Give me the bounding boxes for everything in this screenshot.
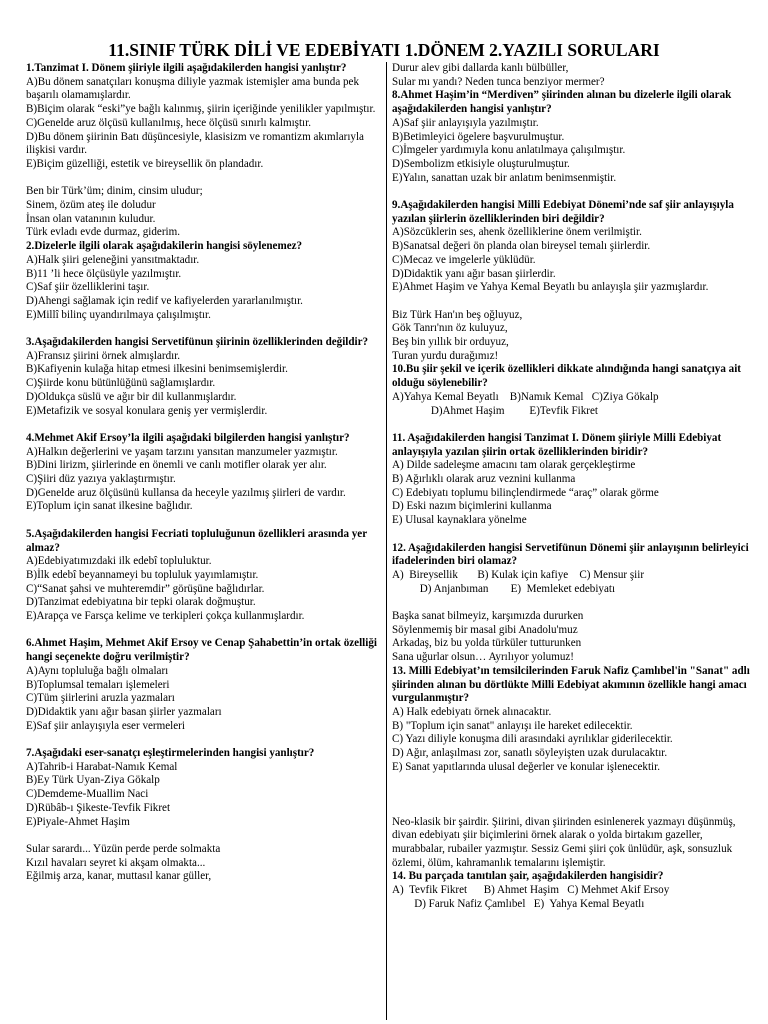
poem-excerpt-3 — [392, 309, 754, 364]
option-a: A)Halkın değerlerini ve yaşam tarzını yansıtan manzumeler yazmıştır. — [26, 445, 338, 458]
poem-line: İnsan olan vatanının kuludur. — [26, 212, 156, 225]
option-b: B)Betimleyici ögelere başvurulmuştur. — [392, 130, 565, 143]
right-column — [392, 62, 754, 911]
option-d: D)Bu dönem şiirinin Batı düşüncesiyle, klasisizm ve romantizm akımlarıyla ilişkisi vardır. — [26, 130, 364, 157]
poem-line: Eğilmiş arza, kanar, muttasıl kanar güller, — [26, 870, 212, 883]
question-10-text: 10.Bu şiir şekil ve içerik özellikleri dikkate alındığında hangi sanatçıya ait olduğu söylenebilir? — [392, 363, 741, 390]
option-b: B)Ey Türk Uyan-Ziya Gökalp — [26, 774, 160, 787]
option-d: D)Rübâb-ı Şikeste-Tevfik Fikret — [26, 801, 171, 814]
option-a: A)Saf şiir anlayışıyla yazılmıştır. — [392, 116, 539, 129]
question-7 — [26, 747, 382, 829]
question-4 — [26, 432, 382, 514]
option-a: A)Bu dönem sanatçıları konuşma diliyle yazmak istemişler ama bunda pek başarılı olamamışlardır. — [26, 75, 360, 102]
poem-line: Türk evladı evde durmaz, giderim. — [26, 226, 181, 239]
poem-line: Başka sanat bilmeyiz, karşımızda dururken — [392, 610, 584, 623]
options-row-1: A) Bireysellik B) Kulak için kafiye C) Mensur şiir — [392, 568, 645, 581]
question-3 — [26, 336, 382, 418]
poem-line: Kızıl havaları seyret ki akşam olmakta... — [26, 856, 206, 869]
options-row-2: D) Faruk Nafiz Çamlıbel E) Yahya Kemal Beyatlı — [392, 897, 645, 910]
option-e: E) Ulusal kaynaklara yönelme — [392, 514, 527, 527]
option-d: D)Tanzimat edebiyatına bir tepki olarak doğmuştur. — [26, 596, 256, 609]
question-6-text: 6.Ahmet Haşim, Mehmet Akif Ersoy ve Cenap Şahabettin’in ortak özelliği hangi seçenekte doğru verilmiştir? — [26, 637, 377, 664]
option-e: E)Biçim güzelliği, estetik ve bireysellik ön plandadır. — [26, 157, 264, 170]
question-10 — [392, 363, 754, 418]
passage-paragraph: Neo-klasik bir şairdir. Şiirini, divan şiirinden esinlenerek yazmayı düşünmüş, divan edebiyatı şiir biçimlerini örnek alarak o yolda birtakım gazeller, murabbalar, rubailer yazmıştır. Sessiz Gemi şiiri çok ünlüdür, aşk, sonsuzluk özlemi, ölüm, kahramanlık temalarını işlemiştir. — [392, 815, 736, 869]
option-a: A)Tahrib-i Harabat-Namık Kemal — [26, 760, 178, 773]
question-2 — [26, 240, 382, 322]
poem-excerpt-1 — [26, 185, 382, 240]
question-7-text: 7.Aşağıdaki eser-sanatçı eşleştirmelerinden hangisi yanlıştır? — [26, 747, 315, 760]
question-2-text: 2.Dizelerle ilgili olarak aşağıdakilerin hangisi söylenemez? — [26, 240, 303, 253]
column-divider — [386, 62, 387, 1020]
question-12 — [392, 542, 754, 597]
poem-line: Gök Tanrı'nın öz kuluyuz, — [392, 322, 508, 335]
option-c: C)İmgeler yardımıyla konu anlatılmaya çalışılmıştır. — [392, 144, 626, 157]
option-d: D)Ahengi sağlamak için redif ve kafiyelerden yararlanılmıştır. — [26, 294, 303, 307]
options-row-1: A) Tevfik Fikret B) Ahmet Haşim C) Mehmet Akif Ersoy — [392, 884, 670, 897]
poem-line: Söylenmemiş bir masal gibi Anadolu'muz — [392, 623, 578, 636]
question-1-text: 1.Tanzimat I. Dönem şiiriyle ilgili aşağıdakilerden hangisi yanlıştır? — [26, 62, 347, 74]
question-14 — [392, 870, 754, 911]
option-c: C)“Sanat şahsi ve muhteremdir” görüşüne bağlıdırlar. — [26, 582, 265, 595]
poem-line: Beş bin yıllık bir orduyuz, — [392, 336, 509, 349]
question-5-text: 5.Aşağıdakilerden hangisi Fecriati topluluğunun özellikleri arasında yer almaz? — [26, 527, 367, 554]
option-c: C) Yazı diliyle konuşma dili arasındaki ayrılıklar giderilecektir. — [392, 733, 673, 746]
option-e: E)Millî bilinç uyandırılmaya çalışılmıştır. — [26, 308, 211, 321]
question-9 — [392, 199, 754, 295]
option-e: E)Toplum için sanat ilkesine bağlıdır. — [26, 500, 193, 513]
option-b: B)Kafiyenin kulağa hitap etmesi ilkesini benimsemişlerdir. — [26, 363, 288, 376]
option-d: D) Eski nazım biçimlerini kullanma — [392, 500, 552, 513]
option-b: B) Ağırlıklı olarak aruz veznini kullanma — [392, 473, 576, 486]
poem-line: Biz Türk Han'ın beş oğluyuz, — [392, 308, 523, 321]
poem-line: Durur alev gibi dallarda kanlı bülbüller, — [392, 62, 569, 74]
question-14-text: 14. Bu parçada tanıtılan şair, aşağıdakilerden hangisidir? — [392, 870, 664, 883]
poem-line: Sana uğurlar olsun… Ayrılıyor yolumuz! — [392, 651, 575, 664]
question-3-text: 3.Aşağıdakilerden hangisi Servetifünun şiirinin özelliklerinden değildir? — [26, 336, 369, 349]
option-d: D)Didaktik yanı ağır basan şiirler yazmaları — [26, 705, 222, 718]
poem-line: Sinem, özüm ateş ile doludur — [26, 199, 156, 212]
option-c: C)Tüm şiirlerini aruzla yazmaları — [26, 692, 175, 705]
question-13 — [392, 665, 754, 775]
left-column — [26, 62, 382, 884]
option-e: E)Ahmet Haşim ve Yahya Kemal Beyatlı bu anlayışla şiir yazmışlardır. — [392, 281, 709, 294]
poem-line: Arkadaş, biz bu yolda türküler tutturunken — [392, 637, 582, 650]
question-11 — [392, 432, 754, 528]
option-a: A)Fransız şiirini örnek almışlardır. — [26, 349, 181, 362]
poem-excerpt-2-continued — [392, 62, 754, 89]
option-b: B) "Toplum için sanat" anlayışı ile hareket edilecektir. — [392, 719, 633, 732]
question-8-text: 8.Ahmet Haşim’in “Merdiven” şiirinden alınan bu dizelerle ilgili olarak aşağıdakilerden hangisi yanlıştır? — [392, 89, 732, 116]
option-c: C) Edebiyatı toplumu bilinçlendirmede “araç” olarak görme — [392, 486, 659, 499]
poem-line: Sular mı yandı? Neden tunca benziyor mermer? — [392, 75, 605, 88]
option-c: C)Genelde aruz ölçüsü kullanılmış, hece ölçüsü sınırlı kalmıştır. — [26, 116, 311, 129]
option-e: E)Yalın, sanattan uzak bir anlatım benimsenmiştir. — [392, 171, 617, 184]
option-d: D) Ağır, anlaşılması zor, sanatlı söyleyişten uzak durulacaktır. — [392, 747, 668, 760]
poem-excerpt-2 — [26, 843, 382, 884]
poem-line: Ben bir Türk’üm; dinim, cinsim uludur; — [26, 185, 203, 198]
poem-excerpt-4 — [392, 610, 754, 665]
question-9-text: 9.Aşağıdakilerden hangisi Milli Edebiyat Dönemi’nde saf şiir anlayışıyla yazılan şiirlerin özelliklerinden biri değildir? — [392, 199, 734, 225]
option-a: A)Edebiyatımızdaki ilk edebî topluluktur. — [26, 555, 212, 568]
option-b: B)Dini lirizm, şiirlerinde en önemli ve canlı motifler olarak yer alır. — [26, 459, 327, 472]
question-1 — [26, 62, 382, 172]
option-b: B)Biçim olarak “eski”ye bağlı kalınmış, şiirin içeriğinde yenilikler yapılmıştır. — [26, 103, 376, 116]
question-12-text: 12. Aşağıdakilerden hangisi Servetifünun Dönemi şiir anlayışının belirleyici ifadelerinden biri olamaz? — [392, 541, 749, 568]
question-5 — [26, 528, 382, 624]
option-e: E)Saf şiir anlayışıyla eser vermeleri — [26, 719, 185, 732]
poem-line: Turan yurdu durağımız! — [392, 349, 499, 362]
option-e: E) Sanat yapıtlarında ulusal değerler ve konular işlenecektir. — [392, 760, 660, 773]
question-11-text: 11. Aşağıdakilerden hangisi Tanzimat I. Dönem şiiriyle Milli Edebiyat anlayışıyla yazılan şiirin ortak özelliklerinden biridir? — [392, 431, 722, 458]
options-row-2: D)Ahmet Haşim E)Tevfik Fikret — [392, 404, 598, 417]
option-a: A)Aynı topluluğa bağlı olmaları — [26, 664, 169, 677]
options-row-2: D) Anjanbıman E) Memleket edebiyatı — [392, 582, 616, 595]
option-a: A)Sözcüklerin ses, ahenk özelliklerine önem verilmiştir. — [392, 226, 642, 239]
option-c: C)Mecaz ve imgelerle yüklüdür. — [392, 253, 536, 266]
option-c: C)Şiiri düz yazıya yaklaştırmıştır. — [26, 473, 176, 486]
option-d: D)Genelde aruz ölçüsünü kullansa da heceyle yazılmış şiirleri de vardır. — [26, 486, 346, 499]
option-e: E)Piyale-Ahmet Haşim — [26, 815, 130, 828]
option-c: C)Demdeme-Muallim Naci — [26, 788, 149, 801]
option-b: B)Toplumsal temaları işlemeleri — [26, 678, 170, 691]
question-13-text: 13. Milli Edebiyat’ın temsilcilerinden Faruk Nafiz Çamlıbel'in "Sanat" adlı şiirinden alınan bu dörtlükte Milli Edebiyat akımının özellikle hangi amacı vurgulanmıştır? — [392, 664, 750, 705]
option-a: A) Halk edebiyatı örnek alınacaktır. — [392, 705, 552, 718]
option-d: D)Sembolizm etkisiyle oluşturulmuştur. — [392, 157, 570, 170]
option-b: B)İlk edebî beyannameyi bu topluluk yayımlamıştır. — [26, 568, 259, 581]
option-e: E)Arapça ve Farsça kelime ve terkipleri çokça kullanmışlardır. — [26, 610, 305, 623]
option-b: B)Sanatsal değeri ön planda olan bireysel temalı şiirlerdir. — [392, 240, 651, 253]
option-d: D)Didaktik yanı ağır basan şiirlerdir. — [392, 267, 556, 280]
option-c: C)Şiirde konu bütünlüğünü sağlamışlardır. — [26, 377, 216, 390]
option-c: C)Saf şiir özelliklerini taşır. — [26, 281, 150, 294]
option-a: A)Halk şiiri geleneğini yansıtmaktadır. — [26, 253, 200, 266]
option-b: B)11 ’li hece ölçüsüyle yazılmıştır. — [26, 267, 182, 280]
page-title: 11.SINIF TÜRK DİLİ VE EDEBİYATI 1.DÖNEM 2.YAZILI SORULARI — [108, 40, 660, 60]
question-6 — [26, 637, 382, 733]
option-a: A) Dilde sadeleşme amacını tam olarak gerçekleştirme — [392, 459, 636, 472]
options-row-1: A)Yahya Kemal Beyatlı B)Namık Kemal C)Ziya Gökalp — [392, 390, 659, 403]
question-4-text: 4.Mehmet Akif Ersoy’la ilgili aşağıdaki bilgilerden hangisi yanlıştır? — [26, 431, 350, 444]
question-8 — [392, 89, 754, 185]
option-d: D)Oldukça süslü ve ağır bir dil kullanmışlardır. — [26, 390, 237, 403]
poem-line: Sular sarardı... Yüzün perde perde solmakta — [26, 842, 221, 855]
option-e: E)Metafizik ve sosyal konulara geniş yer vermişlerdir. — [26, 404, 268, 417]
